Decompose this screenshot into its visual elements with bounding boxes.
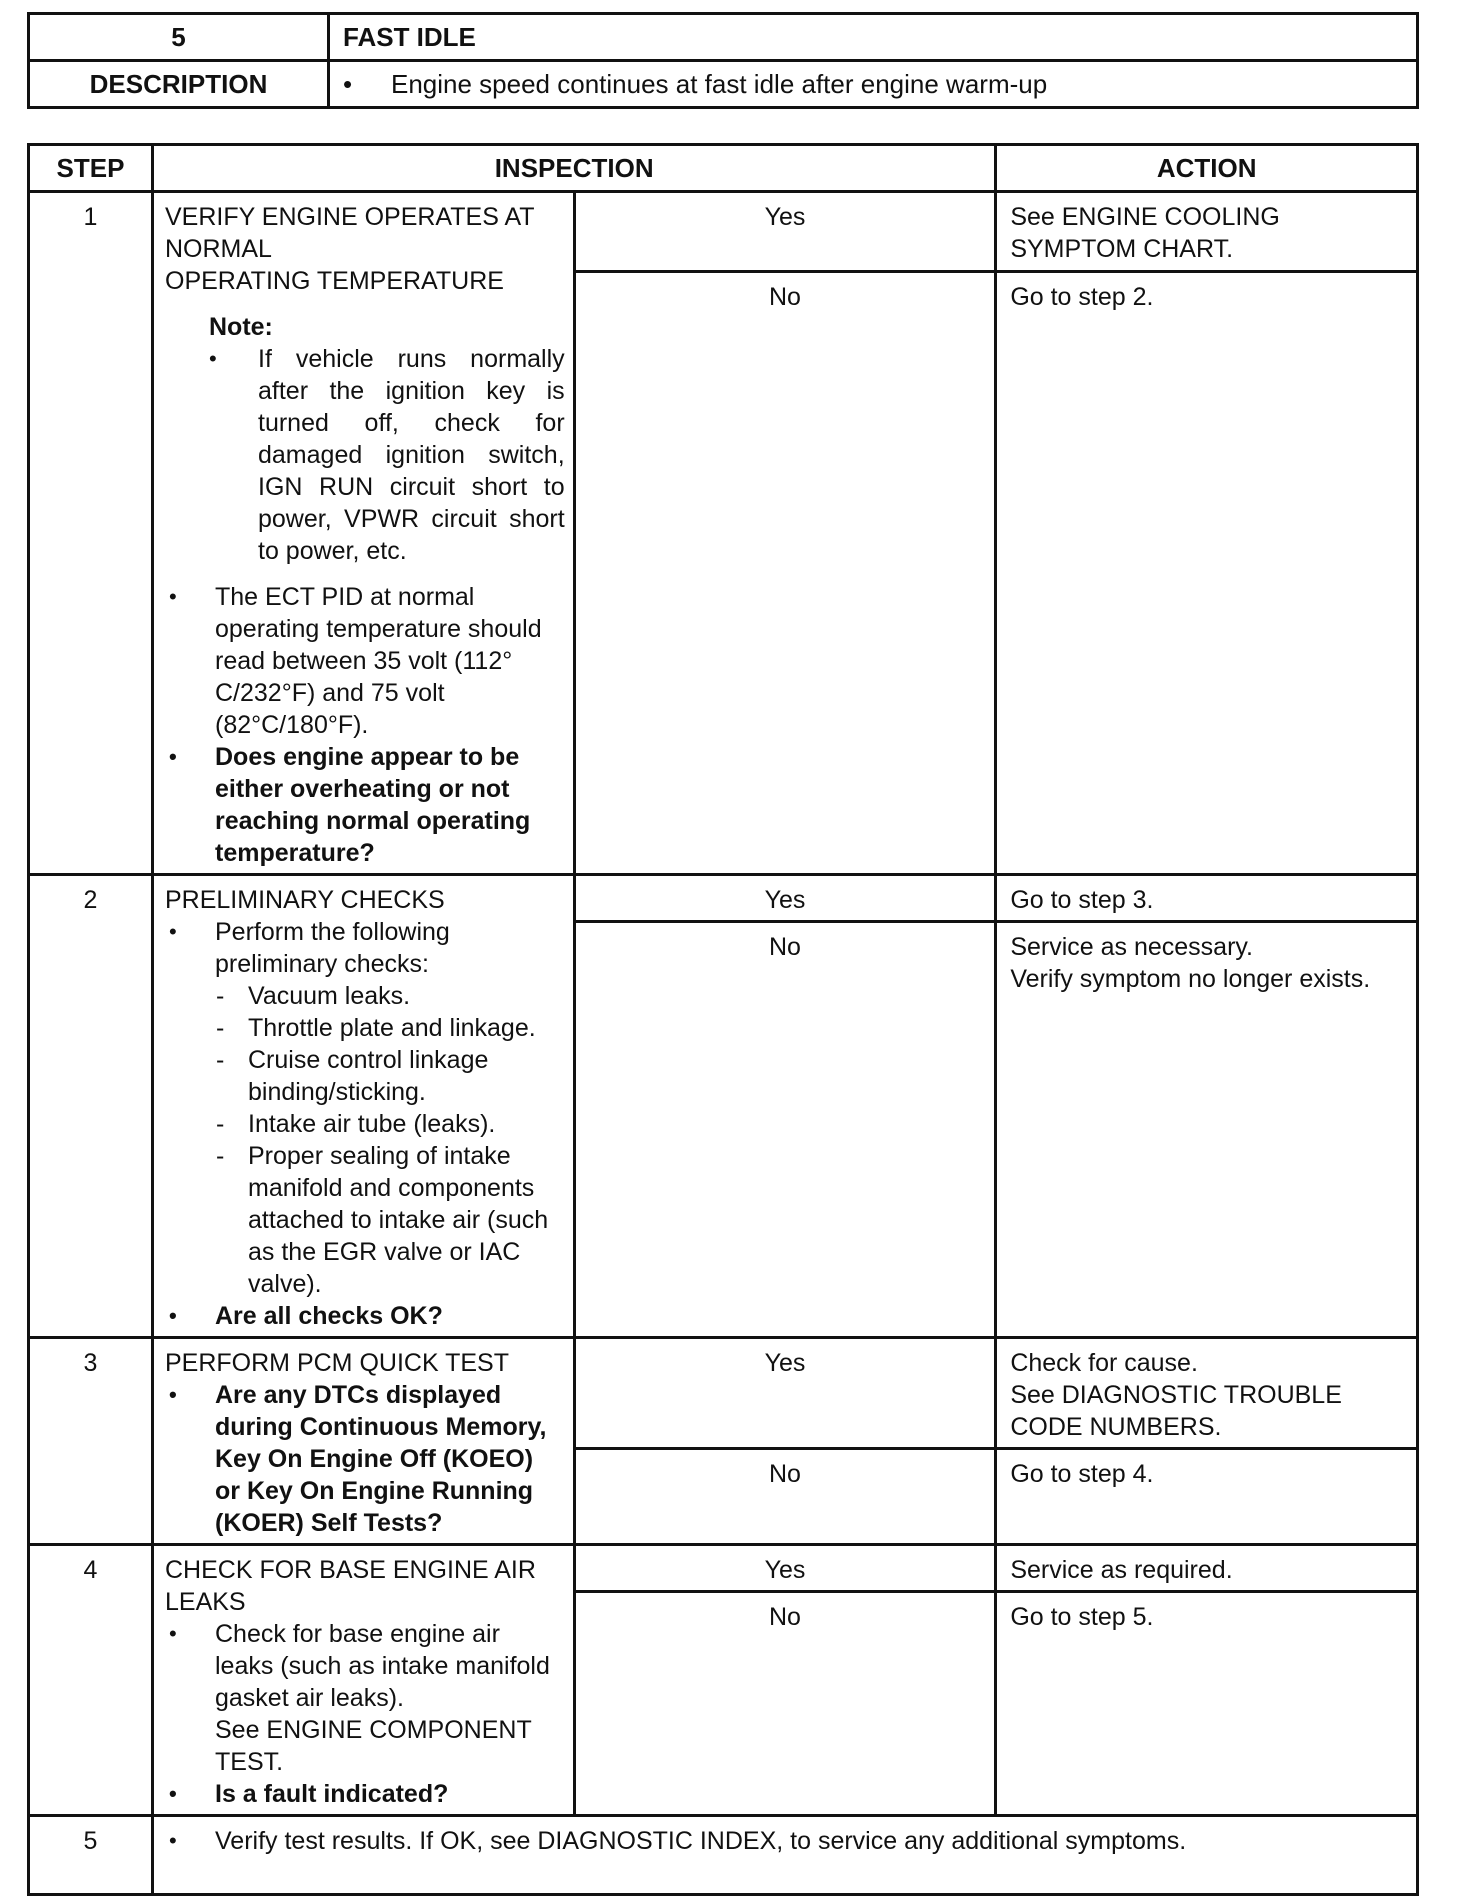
no-action-line: Service as necessary. (1010, 933, 1254, 961)
step-inspection (153, 1545, 575, 1816)
inspection-question: • Is a fault indicated? (165, 1778, 565, 1810)
step-inspection (153, 875, 575, 1338)
no-action: Go to step 4. (996, 1449, 1418, 1545)
step-row (29, 875, 1418, 922)
step-inspection (153, 1338, 575, 1545)
inspection-bullet (165, 1618, 565, 1778)
header-description-row (29, 61, 1418, 108)
no-action-line: Verify symptom no longer exists. (1010, 965, 1371, 993)
check-item: - Cruise control linkage binding/sticking. (165, 1044, 565, 1108)
step-row (29, 1816, 1418, 1895)
step-title: PRELIMINARY CHECKS (165, 886, 445, 914)
yes-action-line: See DIAGNOSTIC TROUBLE CODE NUMBERS. (1010, 1381, 1342, 1441)
step-title: CHECK FOR BASE ENGINE AIR LEAKS (165, 1556, 536, 1616)
no-label: No (574, 1592, 996, 1816)
yes-label: Yes (574, 1545, 996, 1592)
check-item: - Proper sealing of intake manifold and components attached to intake air (such as the EGR valve or IAC valve). (165, 1140, 565, 1300)
yes-action: Go to step 3. (996, 875, 1418, 922)
step-number: 3 (29, 1338, 153, 1545)
yes-label: Yes (574, 1338, 996, 1449)
step-title: PERFORM PCM QUICK TEST (165, 1349, 510, 1377)
no-label: No (574, 1449, 996, 1545)
step-row (29, 1545, 1418, 1592)
inspection-bullet: • Verify test results. If OK, see DIAGNOSTIC INDEX, to service any additional symptoms. (165, 1825, 1408, 1857)
note-block (165, 311, 565, 567)
no-label: No (574, 272, 996, 875)
bullet-text: • Check for base engine air leaks (such as intake manifold gasket air leaks). (215, 1620, 550, 1712)
no-action: Go to step 2. (996, 272, 1418, 875)
step-row (29, 1338, 1418, 1449)
inspection-bullet: • The ECT PID at normal operating temperature should read between 35 volt (112° C/232°F) and 75 volt (82°C/180°F). (165, 581, 565, 741)
no-action (996, 922, 1418, 1338)
yes-label: Yes (574, 192, 996, 272)
step-number: 5 (29, 1816, 153, 1895)
step-number: 2 (29, 875, 153, 1338)
no-action: Go to step 5. (996, 1592, 1418, 1816)
inspection-question: • Are any DTCs displayed during Continuous Memory, Key On Engine Off (KOEO) or Key On Engine Running (KOER) Self Tests? (165, 1379, 565, 1539)
reference-text: TEST. (215, 1748, 284, 1776)
yes-action (996, 1338, 1418, 1449)
inspection-question: • Are all checks OK? (165, 1300, 565, 1332)
check-item: - Vacuum leaks. (165, 980, 565, 1012)
description-cell (329, 61, 1418, 108)
bullet-icon: • (343, 69, 353, 99)
yes-label: Yes (574, 875, 996, 922)
header-title-row (29, 14, 1418, 61)
check-item: - Intake air tube (leaks). (165, 1108, 565, 1140)
symptom-number: 5 (29, 14, 329, 61)
step-number: 4 (29, 1545, 153, 1816)
reference-text: See ENGINE COMPONENT (215, 1716, 532, 1744)
note-label: Note: (209, 313, 273, 341)
column-header-action: ACTION (996, 145, 1418, 192)
column-header-step: STEP (29, 145, 153, 192)
inspection-bullet: • Perform the following preliminary checks: (165, 916, 565, 980)
symptom-title: FAST IDLE (329, 14, 1418, 61)
step-title-continued: OPERATING TEMPERATURE (165, 267, 504, 295)
step-title: VERIFY ENGINE OPERATES AT NORMAL (165, 203, 535, 263)
step-row (29, 192, 1418, 272)
no-label: No (574, 922, 996, 1338)
step-number: 1 (29, 192, 153, 875)
symptom-header-table (27, 12, 1419, 109)
yes-action-line: Check for cause. (1010, 1349, 1198, 1377)
description-label: DESCRIPTION (29, 61, 329, 108)
description-text: Engine speed continues at fast idle after engine warm-up (391, 69, 1048, 99)
column-header-inspection: INSPECTION (153, 145, 996, 192)
yes-action: See ENGINE COOLING SYMPTOM CHART. (996, 192, 1418, 272)
note-bullet: • If vehicle runs normally after the ignition key is turned off, check for damaged ignition switch, IGN RUN circuit short to power, VPWR circuit short to power, etc. (209, 343, 565, 567)
column-header-row (29, 145, 1418, 192)
diagnostic-steps-table (27, 143, 1419, 1896)
check-item: - Throttle plate and linkage. (165, 1012, 565, 1044)
yes-action: Service as required. (996, 1545, 1418, 1592)
inspection-question: • Does engine appear to be either overheating or not reaching normal operating temperature? (165, 741, 565, 869)
step-inspection (153, 192, 575, 875)
step-inspection (153, 1816, 1418, 1895)
